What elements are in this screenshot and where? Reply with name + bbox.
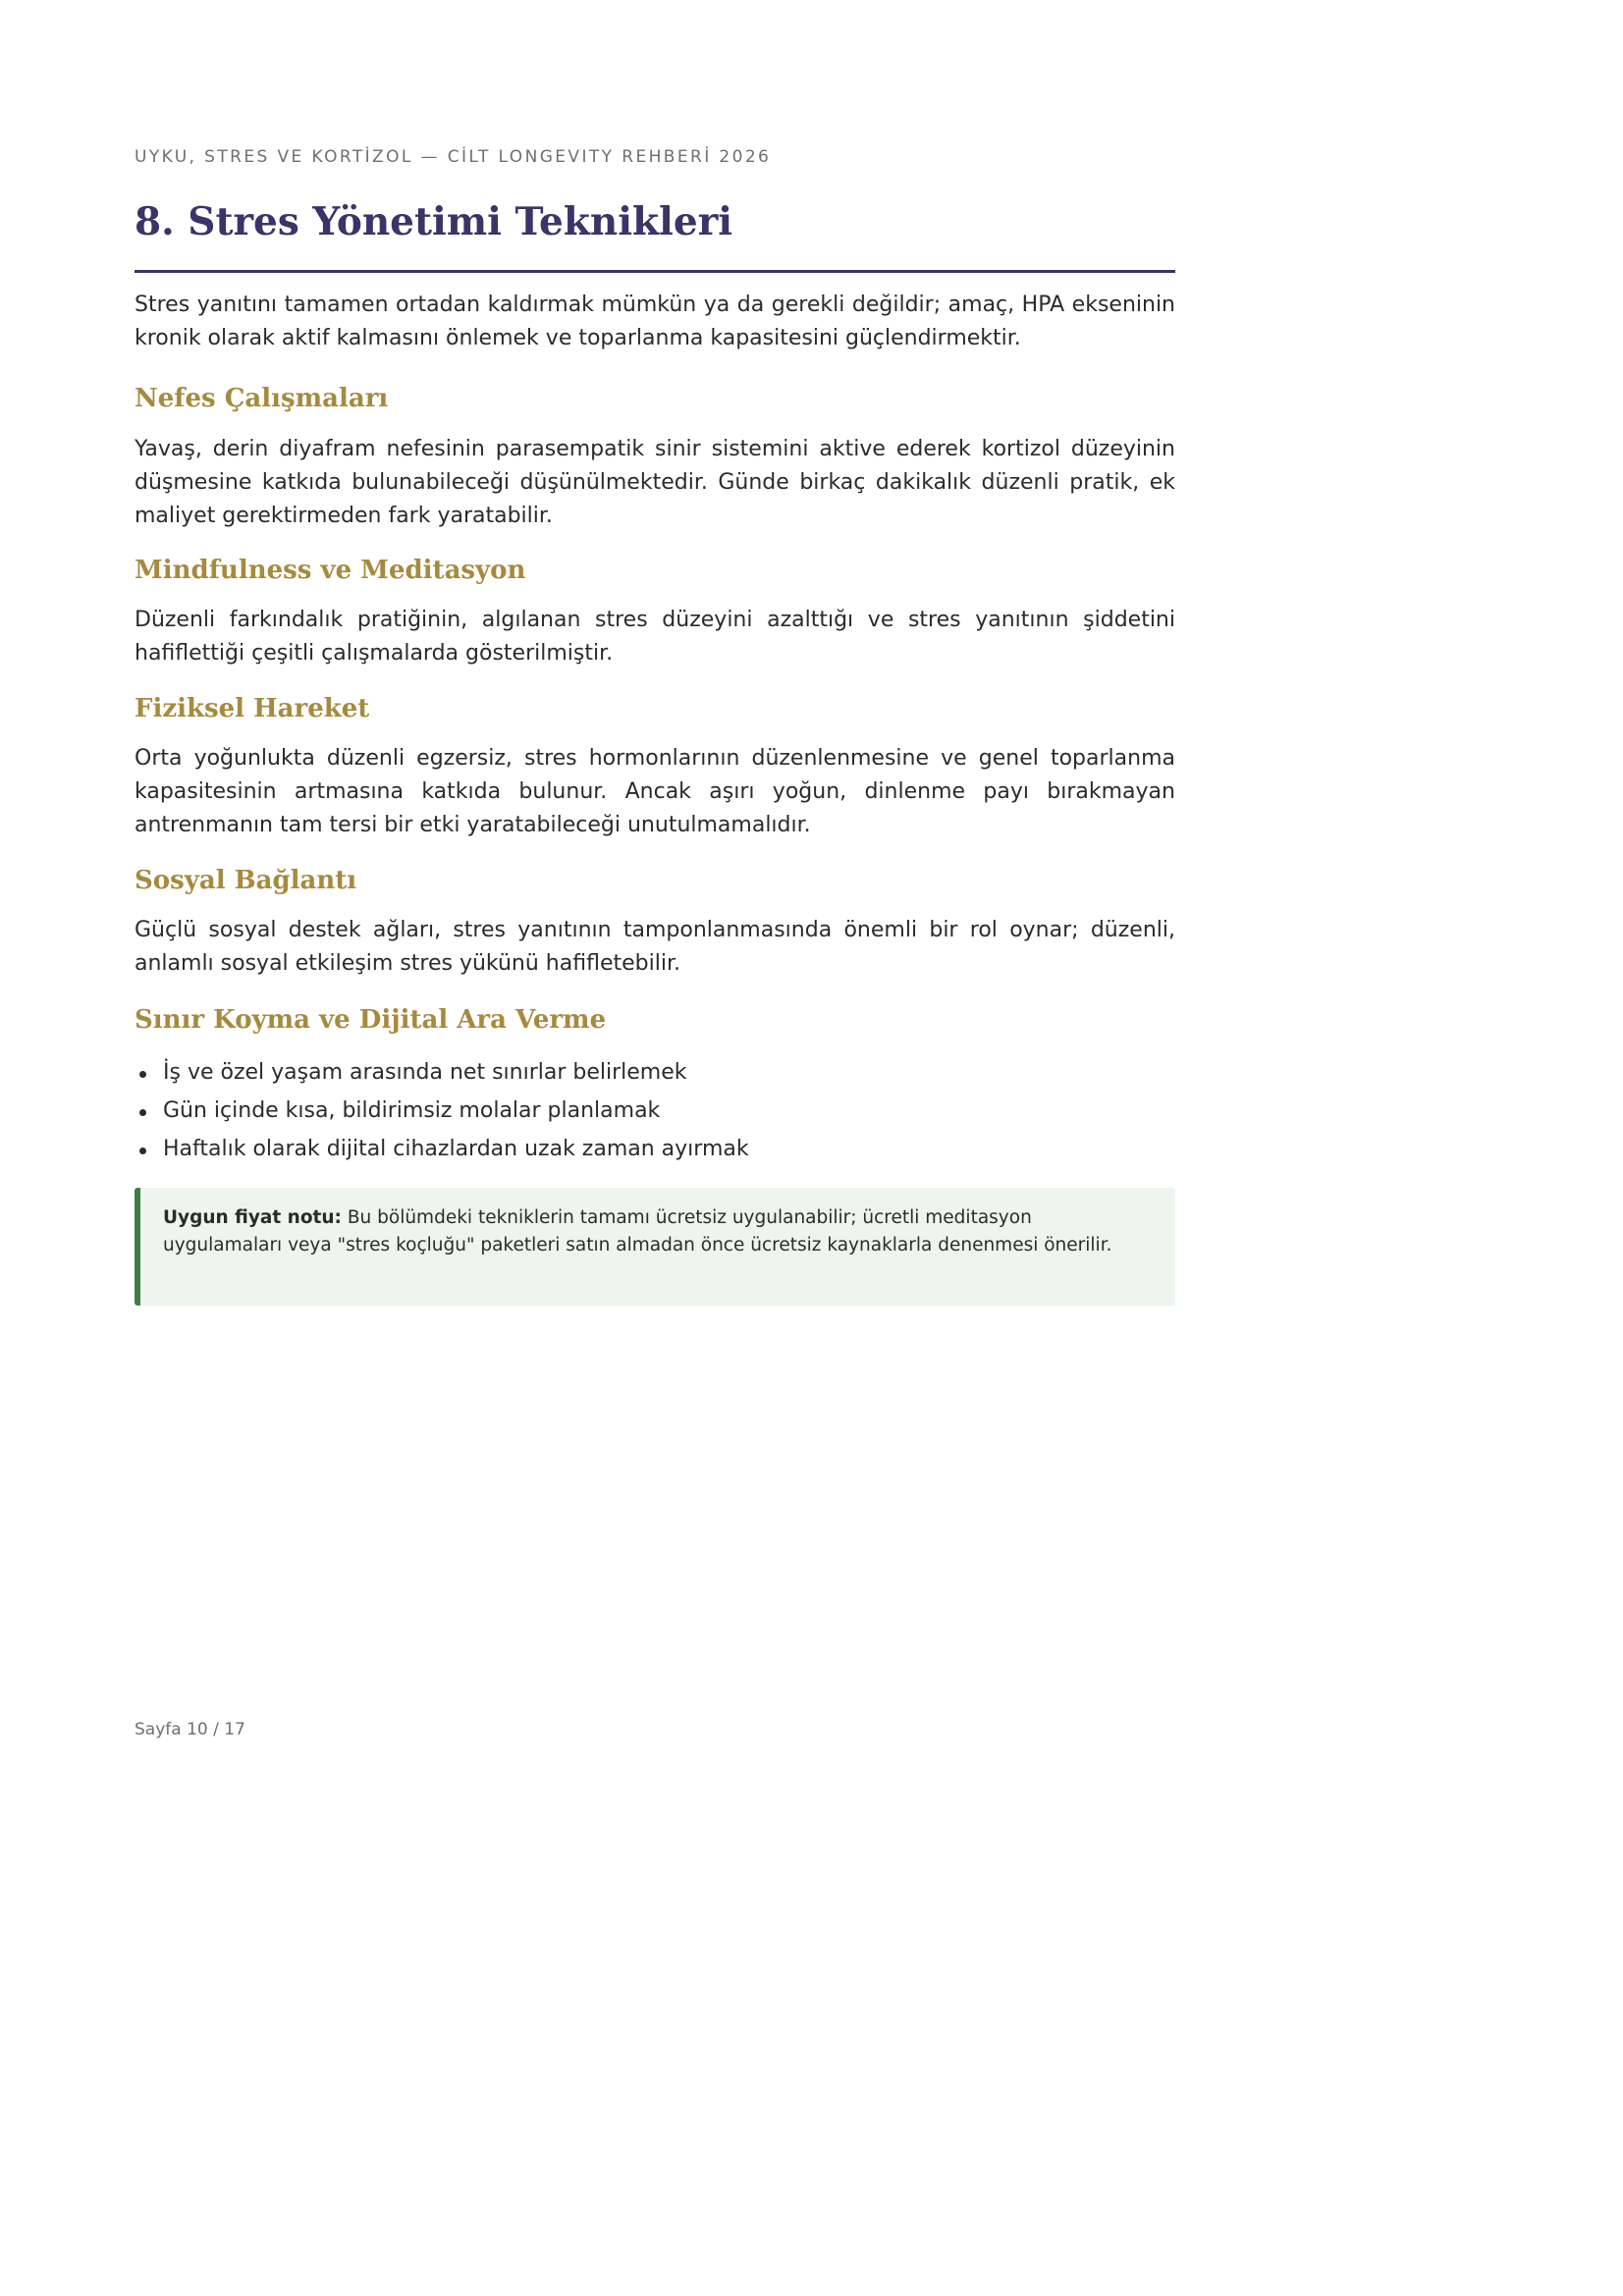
list-item [135, 1053, 749, 1092]
affordable-price-note [135, 1188, 1175, 1306]
note-body: Bu bölümdeki tekniklerin tamamı ücretsiz uygulanabilir; ücretli meditasyon uygulamaları veya "stres koçluğu" paketleri satın almadan önce ücretsiz kaynaklarla denenmesi önerilir. [163, 1207, 1112, 1255]
list-item [135, 1130, 749, 1168]
paragraph-mindfulness: Düzenli farkındalık pratiğinin, algılanan stres düzeyini azalttığı ve stres yanıtının şiddetini hafiflettiği çeşitli çalışmalarda gösterilmiştir. [135, 608, 1175, 666]
paragraph-breathing: Yavaş, derin diyafram nefesinin parasempatik sinir sistemini aktive ederek kortizol düzeyinin düşmesine katkıda bulunabileceği düşünülmektedir. Günde birkaç dakikalık düzenli pratik, ek maliyet gerektirmeden fark yaratabilir. [135, 437, 1175, 528]
running-header: UYKU, STRES VE KORTİZOL — CİLT LONGEVITY REHBERİ 2026 [135, 147, 772, 167]
bullet-icon [139, 1148, 146, 1154]
heading-boundaries: Sınır Koyma ve Dijital Ara Verme [135, 1005, 607, 1035]
page-title: 8. Stres Yönetimi Teknikleri [135, 199, 733, 244]
heading-physical-activity: Fiziksel Hareket [135, 694, 370, 723]
page-number: Sayfa 10 / 17 [135, 1720, 245, 1739]
list-item-text: Gün içinde kısa, bildirimsiz molalar planlamak [163, 1098, 661, 1123]
list-item-text: İş ve özel yaşam arasında net sınırlar belirlemek [163, 1060, 687, 1085]
paragraph-social-connection: Güçlü sosyal destek ağları, stres yanıtının tamponlanmasında önemli bir rol oynar; düzenli, anlamlı sosyal etkileşim stres yükünü hafifletebilir. [135, 918, 1175, 976]
boundaries-list [135, 1053, 749, 1168]
list-item [135, 1092, 749, 1130]
heading-social-connection: Sosyal Bağlantı [135, 866, 357, 895]
title-divider [135, 270, 1175, 273]
bullet-icon [139, 1071, 146, 1078]
note-label: Uygun fiyat notu: [163, 1207, 342, 1228]
note-text [163, 1204, 1152, 1259]
intro-paragraph: Stres yanıtını tamamen ortadan kaldırmak mümkün ya da gerekli değildir; amaç, HPA ekseninin kronik olarak aktif kalmasını önlemek ve toparlanma kapasitesini güçlendirmektir. [135, 293, 1175, 350]
heading-breathing: Nefes Çalışmaları [135, 384, 389, 413]
bullet-icon [139, 1109, 146, 1116]
paragraph-physical-activity: Orta yoğunlukta düzenli egzersiz, stres hormonlarının düzenlenmesine ve genel toparlanma kapasitesinin artmasına katkıda bulunur. Ancak aşırı yoğun, dinlenme payı bırakmayan antrenmanın tam tersi bir etki yaratabileceği unutulmamalıdır. [135, 746, 1175, 837]
list-item-text: Haftalık olarak dijital cihazlardan uzak zaman ayırmak [163, 1137, 749, 1161]
heading-mindfulness: Mindfulness ve Meditasyon [135, 556, 526, 585]
